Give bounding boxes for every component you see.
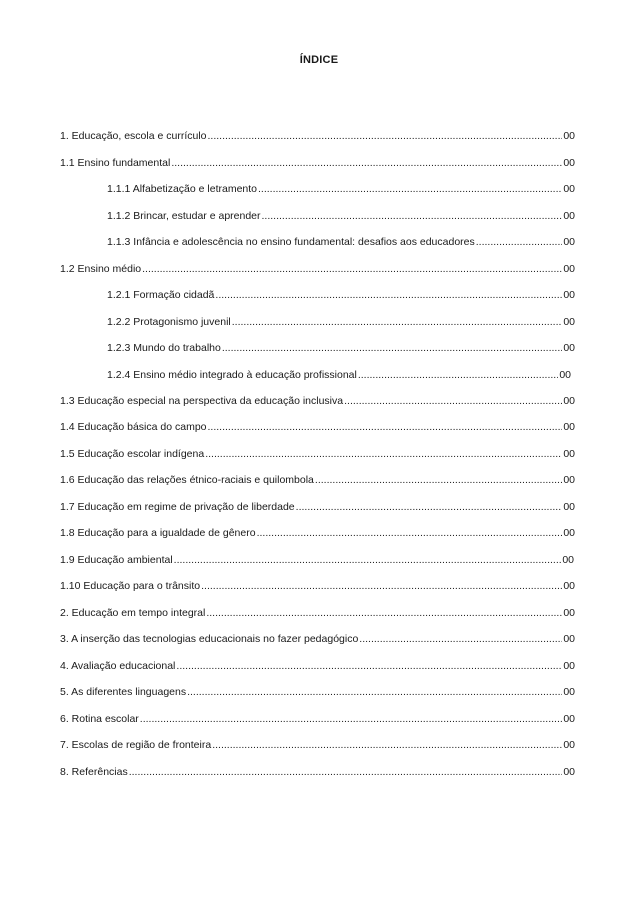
toc-entry[interactable]: [107, 367, 571, 383]
dot-leader: [257, 525, 563, 541]
toc-entry-label: 1.2.3 Mundo do trabalho: [107, 342, 221, 354]
toc-entry[interactable]: [107, 208, 575, 224]
toc-entry-page: 00: [563, 766, 575, 778]
toc-entry-label: 2. Educação em tempo integral: [60, 607, 206, 619]
toc-entry-label: 6. Rotina escolar: [60, 713, 139, 725]
toc-entry-label: 1. Educação, escola e currículo: [60, 130, 207, 142]
toc-entry-page: 00: [563, 633, 575, 645]
toc-entry[interactable]: [60, 711, 575, 727]
toc-entry-page: 00: [563, 210, 575, 222]
toc-entry-label: 1.1.1 Alfabetização e letramento: [107, 183, 258, 195]
dot-leader: [171, 155, 562, 171]
toc-entry-label: 1.2 Ensino médio: [60, 263, 142, 275]
dot-leader: [215, 287, 562, 303]
dot-leader: [296, 499, 563, 515]
toc-entry[interactable]: [60, 446, 575, 462]
dot-leader: [201, 578, 562, 594]
dot-leader: [142, 261, 562, 277]
toc-entry-label: 1.9 Educação ambiental: [60, 554, 173, 566]
toc-entry-page: 00: [563, 474, 575, 486]
toc-entry-page: 00: [559, 369, 571, 381]
toc-entry-page: 00: [563, 580, 575, 592]
toc-entry-page: 00: [563, 660, 575, 672]
dot-leader: [212, 737, 562, 753]
dot-leader: [315, 472, 562, 488]
toc-entry-page: 00: [563, 527, 575, 539]
toc-entry-label: 1.1.3 Infância e adolescência no ensino fundamental: desafios aos educadores: [107, 236, 475, 248]
toc-entry-label: 1.10 Educação para o trânsito: [60, 580, 201, 592]
dot-leader: [476, 234, 563, 250]
toc-entry-label: 1.4 Educação básica do campo: [60, 421, 207, 433]
toc-entry[interactable]: [107, 287, 575, 303]
toc-entry-page: 00: [563, 607, 575, 619]
dot-leader: [359, 631, 562, 647]
toc-entry-label: 3. A inserção das tecnologias educacionais no fazer pedagógico: [60, 633, 359, 645]
toc-entry[interactable]: [60, 658, 575, 674]
toc-entry[interactable]: [60, 261, 575, 277]
toc-entry-label: 1.6 Educação das relações étnico-raciais e quilombola: [60, 474, 314, 486]
toc-entry-page: 00: [563, 157, 575, 169]
toc-entry-page: 00: [563, 739, 575, 751]
toc-entry-page: 00: [563, 289, 575, 301]
toc-entry-page: 00: [563, 236, 575, 248]
toc-entry-label: 1.7 Educação em regime de privação de liberdade: [60, 501, 295, 513]
toc-entry[interactable]: [60, 128, 575, 144]
dot-leader: [208, 128, 563, 144]
dot-leader: [258, 181, 562, 197]
toc-entry-page: 00: [563, 395, 575, 407]
dot-leader: [232, 314, 563, 330]
toc-entry-label: 1.2.4 Ensino médio integrado à educação profissional: [107, 369, 357, 381]
dot-leader: [222, 340, 562, 356]
toc-entry-label: 4. Avaliação educacional: [60, 660, 176, 672]
page-title: ÍNDICE: [299, 54, 339, 66]
toc-entry[interactable]: [107, 340, 575, 356]
toc-entry-page: 00: [563, 448, 575, 460]
toc-entry-page: 00: [562, 554, 574, 566]
dot-leader: [174, 552, 562, 568]
toc-entry-label: 1.8 Educação para a igualdade de gênero: [60, 527, 256, 539]
toc-entry[interactable]: [107, 314, 575, 330]
toc-entry-page: 00: [563, 130, 575, 142]
dot-leader: [205, 446, 562, 462]
toc-entry-page: 00: [563, 183, 575, 195]
toc-entry-page: 00: [563, 421, 575, 433]
toc-entry-label: 7. Escolas de região de fronteira: [60, 739, 212, 751]
toc-entry[interactable]: [60, 631, 575, 647]
dot-leader: [206, 605, 562, 621]
toc-entry-label: 1.1 Ensino fundamental: [60, 157, 171, 169]
dot-leader: [208, 419, 563, 435]
toc-entry-label: 5. As diferentes linguagens: [60, 686, 187, 698]
toc-entry[interactable]: [107, 234, 575, 250]
toc-entry-page: 00: [563, 713, 575, 725]
toc-entry[interactable]: [60, 552, 574, 568]
toc-entry-page: 00: [563, 686, 575, 698]
dot-leader: [358, 367, 558, 383]
toc-entry-page: 00: [563, 342, 575, 354]
toc-entry[interactable]: [60, 155, 575, 171]
toc-entry[interactable]: [60, 578, 575, 594]
toc-entry[interactable]: [60, 419, 575, 435]
toc-entry[interactable]: [60, 499, 575, 515]
dot-leader: [176, 658, 562, 674]
dot-leader: [187, 684, 562, 700]
toc-entry[interactable]: [107, 181, 575, 197]
toc-entry-page: 00: [563, 316, 575, 328]
toc-entry-label: 8. Referências: [60, 766, 128, 778]
toc-entry[interactable]: [60, 684, 575, 700]
dot-leader: [262, 208, 563, 224]
dot-leader: [344, 393, 562, 409]
toc-entry-label: 1.5 Educação escolar indígena: [60, 448, 205, 460]
toc-entry-label: 1.1.2 Brincar, estudar e aprender: [107, 210, 261, 222]
toc-entry[interactable]: [60, 472, 575, 488]
toc-entry-page: 00: [563, 501, 575, 513]
toc-entry[interactable]: [60, 737, 575, 753]
toc-entry[interactable]: [60, 393, 575, 409]
toc-entry-label: 1.3 Educação especial na perspectiva da educação inclusiva: [60, 395, 344, 407]
toc-entry-label: 1.2.1 Formação cidadã: [107, 289, 215, 301]
toc-entry[interactable]: [60, 764, 575, 780]
toc-entry-label: 1.2.2 Protagonismo juvenil: [107, 316, 231, 328]
dot-leader: [129, 764, 563, 780]
toc-entry-page: 00: [563, 263, 575, 275]
toc-entry[interactable]: [60, 525, 575, 541]
dot-leader: [140, 711, 563, 727]
toc-entry[interactable]: [60, 605, 575, 621]
